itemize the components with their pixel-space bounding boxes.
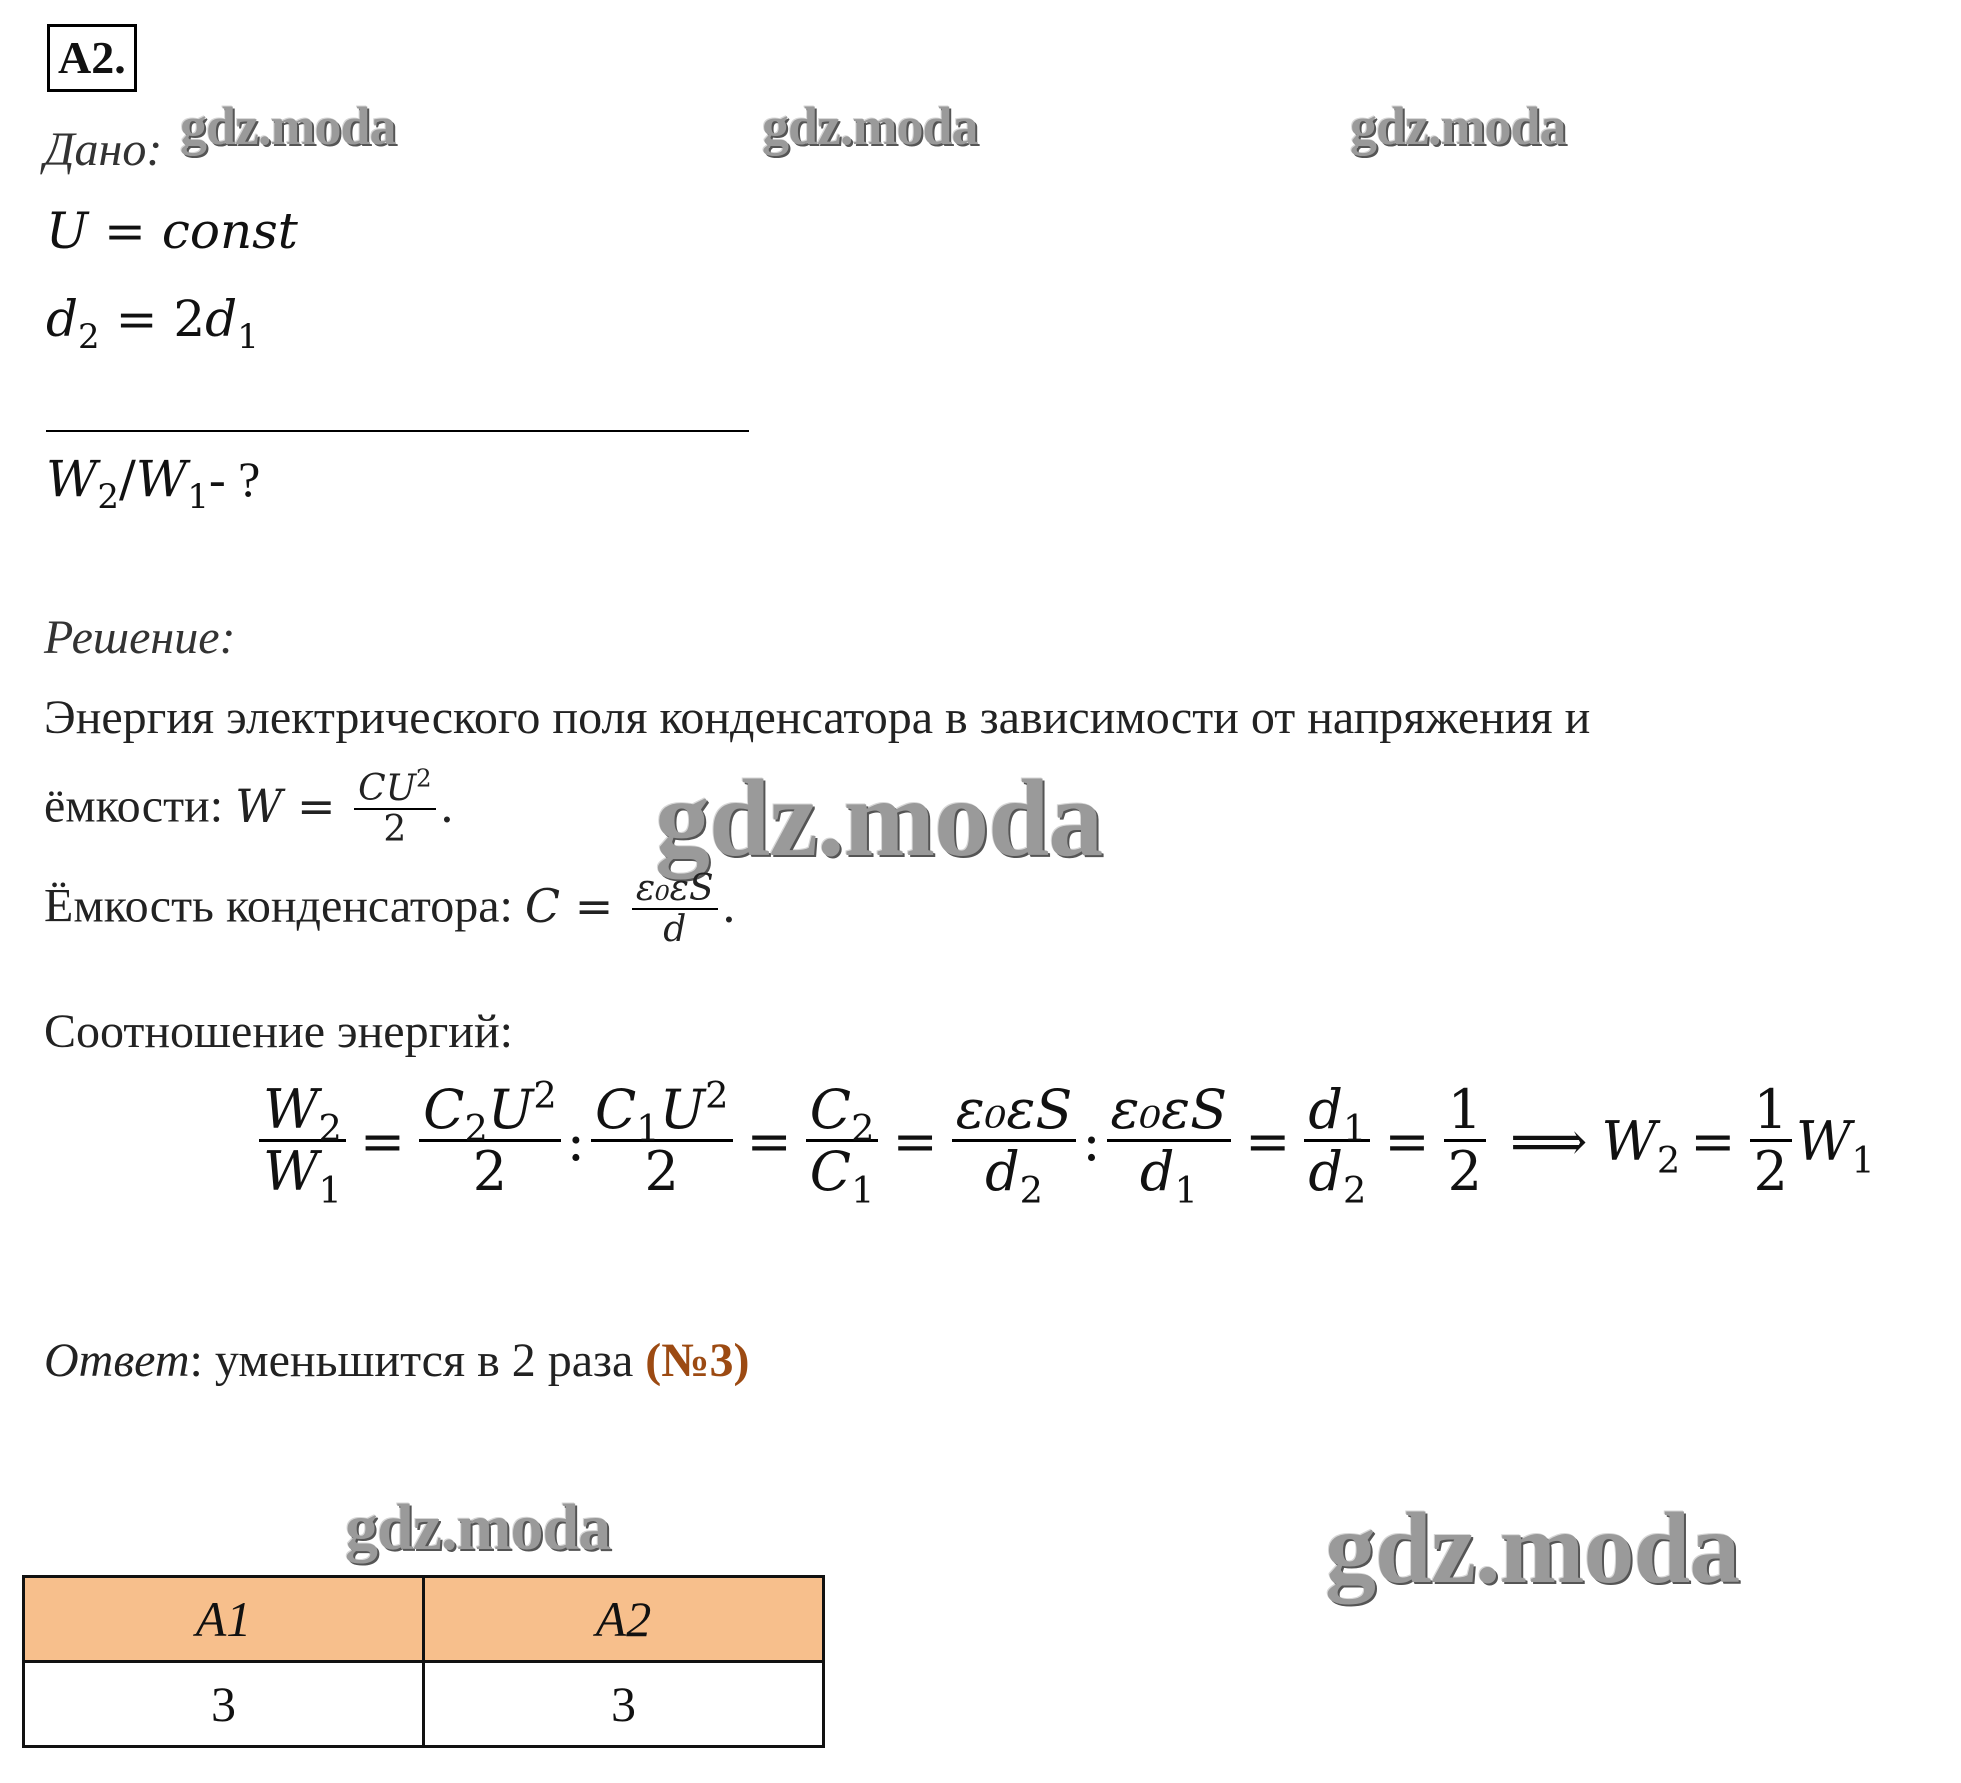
answer-colon: :: [189, 1334, 203, 1387]
div-1: :: [566, 1110, 585, 1174]
result-lhs-sub: 2: [1656, 1138, 1681, 1182]
result-rhs-sym: W: [1795, 1110, 1852, 1174]
implies-arrow: ⟹: [1509, 1110, 1588, 1174]
given-distance-rhs-sub: 1: [237, 316, 259, 357]
f2-num-b-pow: 2: [533, 1073, 557, 1117]
given-heading: Дано:: [44, 123, 163, 176]
f6-den: d: [1139, 1139, 1175, 1203]
result-frac: [1750, 1078, 1792, 1203]
f1-num-sub: 2: [318, 1106, 342, 1150]
f3-num-b-pow: 2: [705, 1073, 729, 1117]
watermark-center: gdz.moda: [655, 757, 1103, 879]
answers-value-a2: 3: [424, 1662, 824, 1747]
solution-line-3-text: Ёмкость конденсатора:: [44, 879, 525, 933]
result-rhs-sub: 1: [1851, 1138, 1875, 1182]
ratio-frac-eps-d1: [1107, 1078, 1232, 1212]
ratio-frac-d: [1304, 1078, 1370, 1212]
f1-den-sub: 1: [318, 1168, 342, 1212]
f3-num-a-sub: 1: [636, 1106, 660, 1150]
f8-den: 2: [1447, 1139, 1482, 1203]
capacitance-lhs: C: [524, 878, 561, 933]
capacitance-den: d: [663, 908, 687, 950]
f2-num-a-sub: 2: [464, 1106, 488, 1150]
find-num-sub: 2: [97, 476, 120, 517]
f6-den-sub: 1: [1174, 1168, 1198, 1212]
f4-num-sub: 2: [851, 1106, 875, 1150]
f5-num: ε₀εS: [952, 1082, 1077, 1142]
energy-lhs: W: [235, 778, 283, 833]
solution-line-3: [44, 870, 736, 949]
find-quantity: $W_2/W_1-$ ?: [46, 450, 261, 517]
energy-formula: W = $\frac{CU^2}{2}$ .: [235, 763, 455, 850]
eq-3: =: [892, 1110, 938, 1174]
answers-header-a2: A2: [424, 1577, 824, 1662]
answers-table: [22, 1575, 825, 1748]
given-distance-lhs-sub: 2: [78, 316, 100, 357]
energy-den: 2: [383, 808, 407, 850]
eq-4: =: [1245, 1110, 1291, 1174]
watermark-table: gdz.moda: [345, 1491, 611, 1564]
f5-den-sub: 2: [1019, 1168, 1044, 1212]
capacitance-formula: C = $\frac{\text{ε₀εS}}{d}$ .: [524, 868, 737, 950]
eq-1: =: [359, 1110, 406, 1174]
answer-choice: (№3): [645, 1334, 750, 1387]
f8-num: 1: [1444, 1082, 1486, 1142]
div-2: :: [1082, 1110, 1101, 1174]
f1-num: W: [263, 1078, 319, 1141]
capacitance-fraction: [632, 870, 718, 949]
watermark-top-center: gdz.moda: [762, 96, 978, 156]
f1-den: W: [263, 1139, 319, 1203]
given-distance-coef: 2: [173, 290, 206, 348]
find-num: W: [46, 450, 98, 508]
f7-num: d: [1308, 1078, 1343, 1141]
watermark-top-right: gdz.moda: [1350, 96, 1566, 156]
ratio-frac-c: [806, 1078, 879, 1212]
ratio-frac-half: [1444, 1078, 1486, 1203]
given-condition-voltage: U = const: [46, 202, 298, 260]
solution-line-2-text: ёмкости:: [44, 779, 236, 833]
find-den: W: [135, 450, 188, 508]
result-frac-den: 2: [1753, 1139, 1788, 1203]
f4-den: C: [809, 1139, 852, 1203]
energy-num-c: C: [358, 768, 386, 809]
solution-line-1: Энергия электрического поля конденсатора в зависимости от напряжения и: [44, 691, 1591, 744]
find-suffix: - ?: [208, 451, 261, 507]
f2-num-a: C: [423, 1078, 465, 1141]
given-distance-rhs: d: [205, 290, 238, 348]
result-lhs-sym: W: [1601, 1110, 1657, 1174]
f3-num-b: U: [659, 1078, 706, 1141]
answers-header-a1: A1: [24, 1577, 424, 1662]
capacitance-num: ε₀εS: [632, 870, 718, 910]
answers-value-a1: 3: [24, 1662, 424, 1747]
task-label: A2.: [47, 24, 137, 92]
result-rhs: [1795, 1110, 1875, 1182]
ratio-frac-c2u2: [419, 1073, 561, 1203]
solution-line-2: [44, 763, 455, 850]
f3-den: 2: [644, 1139, 679, 1203]
f3-num-a: C: [594, 1078, 637, 1141]
capacitance-end: .: [721, 878, 737, 933]
ratio-frac-c1u2: [591, 1073, 733, 1203]
f2-num-b: U: [487, 1078, 534, 1141]
eq-5: =: [1384, 1110, 1430, 1174]
f6-num: ε₀εS: [1107, 1082, 1232, 1142]
answer-label: Ответ: [44, 1334, 190, 1387]
answer-text: уменьшится в 2 раза: [214, 1334, 634, 1387]
watermark-top-left: gdz.moda: [180, 96, 396, 156]
eq-6: =: [1690, 1110, 1736, 1174]
given-distance-lhs: d: [46, 290, 79, 348]
f4-den-sub: 1: [851, 1168, 875, 1212]
energy-end: .: [439, 778, 455, 833]
f7-num-sub: 1: [1342, 1106, 1367, 1150]
f7-den-sub: 2: [1342, 1168, 1367, 1212]
given-divider: [46, 430, 749, 432]
given-condition-distance: $d_2 = 2d_1$: [46, 290, 259, 357]
ratio-frac-eps-d2: [952, 1078, 1077, 1212]
watermark-bottom-right: gdz.moda: [1325, 1492, 1740, 1605]
energy-fraction: [354, 763, 435, 850]
solution-heading: Решение:: [44, 611, 236, 664]
energy-num-u: U: [385, 768, 417, 809]
result-lhs: [1601, 1110, 1681, 1182]
answers-table-header-row: [24, 1577, 824, 1662]
f2-den: 2: [472, 1139, 508, 1203]
ratio-frac-w: [259, 1078, 346, 1212]
f5-den: d: [985, 1139, 1020, 1203]
ratio-formula: [255, 1073, 1875, 1212]
given-voltage-rhs: const: [161, 202, 298, 260]
solution-line-4: Соотношение энергий:: [44, 1005, 513, 1058]
energy-num-pow: 2: [416, 763, 432, 793]
answers-table-value-row: [24, 1662, 824, 1747]
answer-line: [44, 1333, 750, 1388]
find-den-sub: 1: [187, 476, 209, 517]
result-frac-num: 1: [1750, 1082, 1792, 1142]
f7-den: d: [1308, 1139, 1343, 1203]
eq-2: =: [746, 1110, 792, 1174]
given-voltage-lhs: U: [46, 202, 89, 260]
f4-num: C: [809, 1078, 852, 1141]
